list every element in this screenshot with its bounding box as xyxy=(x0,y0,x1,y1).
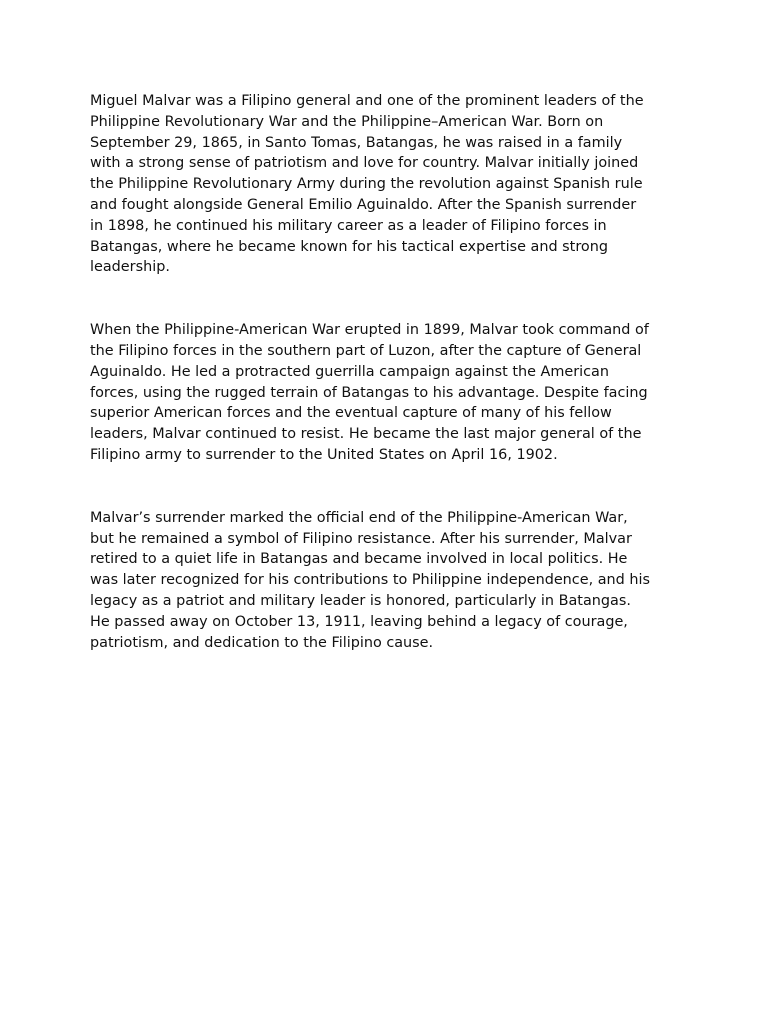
text-line: He passed away on October 13, 1911, leaving behind a legacy of courage, xyxy=(90,613,628,630)
paragraph-2 xyxy=(90,320,682,466)
text-line: and fought alongside General Emilio Aguinaldo. After the Spanish surrender xyxy=(90,196,637,213)
text-line: Batangas, where he became known for his tactical expertise and strong xyxy=(90,238,608,255)
paragraph-3 xyxy=(90,508,682,654)
text-line: September 29, 1865, in Santo Tomas, Batangas, he was raised in a family xyxy=(90,134,623,151)
text-line: leadership. xyxy=(90,259,170,276)
text-line: but he remained a symbol of Filipino resistance. After his surrender, Malvar xyxy=(90,530,632,547)
text-line: in 1898, he continued his military career as a leader of Filipino forces in xyxy=(90,217,607,234)
paragraph-spacer xyxy=(90,466,682,508)
text-line: the Filipino forces in the southern part of Luzon, after the capture of General xyxy=(90,342,642,359)
paragraph-spacer xyxy=(90,278,682,320)
document-body xyxy=(90,91,682,653)
text-line: forces, using the rugged terrain of Batangas to his advantage. Despite facing xyxy=(90,384,648,401)
text-line: was later recognized for his contributions to Philippine independence, and his xyxy=(90,572,650,589)
text-line: leaders, Malvar continued to resist. He became the last major general of the xyxy=(90,426,642,443)
text-line: legacy as a patriot and military leader is honored, particularly in Batangas. xyxy=(90,592,631,609)
text-line: Malvar’s surrender marked the official end of the Philippine-American War, xyxy=(90,509,628,526)
text-line: Aguinaldo. He led a protracted guerrilla campaign against the American xyxy=(90,363,609,380)
text-line: Filipino army to surrender to the United States on April 16, 1902. xyxy=(90,446,558,463)
text-line: patriotism, and dedication to the Filipino cause. xyxy=(90,634,434,651)
text-line: Miguel Malvar was a Filipino general and one of the prominent leaders of the xyxy=(90,93,644,109)
text-line: with a strong sense of patriotism and love for country. Malvar initially joined xyxy=(90,155,639,172)
paragraph-1 xyxy=(90,91,682,278)
text-line: superior American forces and the eventual capture of many of his fellow xyxy=(90,405,612,422)
text-line: Philippine Revolutionary War and the Philippine–American War. Born on xyxy=(90,113,604,130)
text-line: retired to a quiet life in Batangas and became involved in local politics. He xyxy=(90,551,628,568)
text-line: the Philippine Revolutionary Army during the revolution against Spanish rule xyxy=(90,176,643,193)
text-line: When the Philippine-American War erupted in 1899, Malvar took command of xyxy=(90,322,649,339)
